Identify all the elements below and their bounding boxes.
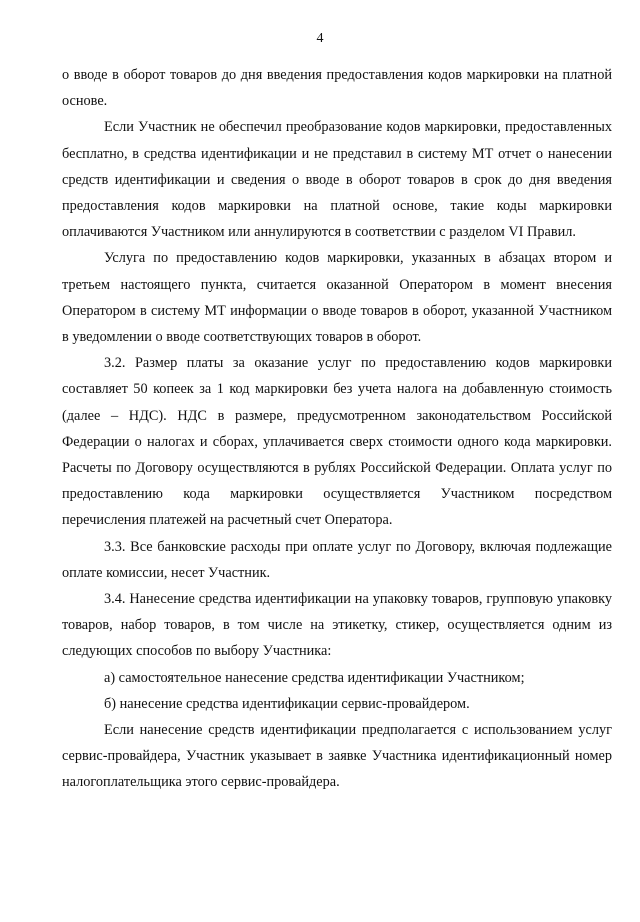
- page-number: 4: [316, 31, 324, 46]
- paragraph-unpaid-codes: Если Участник не обеспечил преобразование кодов маркировки, предоставленных бесплатно, в средства идентификации и не представил в систему МТ отчет о нанесении средств идентификации и сведения о вводе в оборот товаров в срок до дня введения предоставления кодов маркировки на платной основе, такие коды маркировки оплачиваются Участником или аннулируются в соответствии с разделом VI Правил.: [62, 119, 612, 241]
- paragraph-service-provider: Если нанесение средств идентификации предполагается с использованием услуг сервис-провайдера, Участник указывает в заявке Участника идентификационный номер налогоплательщика этого сервис-провайдера.: [62, 722, 612, 791]
- document-body: [62, 62, 612, 796]
- paragraph-service-rendered: Услуга по предоставлению кодов маркировки, указанных в абзацах втором и третьем настоящего пункта, считается оказанной Оператором в момент внесения Оператором в систему МТ информации о вводе товаров в оборот, указанной Участником в уведомлении о вводе соответствующих товаров в оборот.: [62, 250, 612, 346]
- paragraph-3-4-application: 3.4. Нанесение средства идентификации на упаковку товаров, групповую упаковку товаров, набор товаров, в том числе на этикетку, стикер, осуществляется одним из следующих способов по выбору Участника:: [62, 591, 612, 660]
- list-item-a: а) самостоятельное нанесение средства идентификации Участником;: [104, 669, 525, 686]
- list-item-b: б) нанесение средства идентификации сервис-провайдером.: [104, 695, 470, 712]
- paragraph-3-2-fee: 3.2. Размер платы за оказание услуг по предоставлению кодов маркировки составляет 50 копеек за 1 код маркировки без учета налога на добавленную стоимость (далее – НДС). НДС в размере, предусмотренном законодательством Российской Федерации о налогах и сборах, уплачивается сверх стоимости одного кода маркировки. Расчеты по Договору осуществляются в рублях Российской Федерации. Оплата услуг по предоставлению кода маркировки осуществляется Участником посредством перечисления платежей на расчетный счет Оператора.: [62, 355, 612, 529]
- paragraph-continuation: о вводе в оборот товаров до дня введения предоставления кодов маркировки на платной основе.: [62, 67, 612, 110]
- paragraph-3-3-bank-costs: 3.3. Все банковские расходы при оплате услуг по Договору, включая подлежащие оплате комиссии, несет Участник.: [62, 538, 612, 581]
